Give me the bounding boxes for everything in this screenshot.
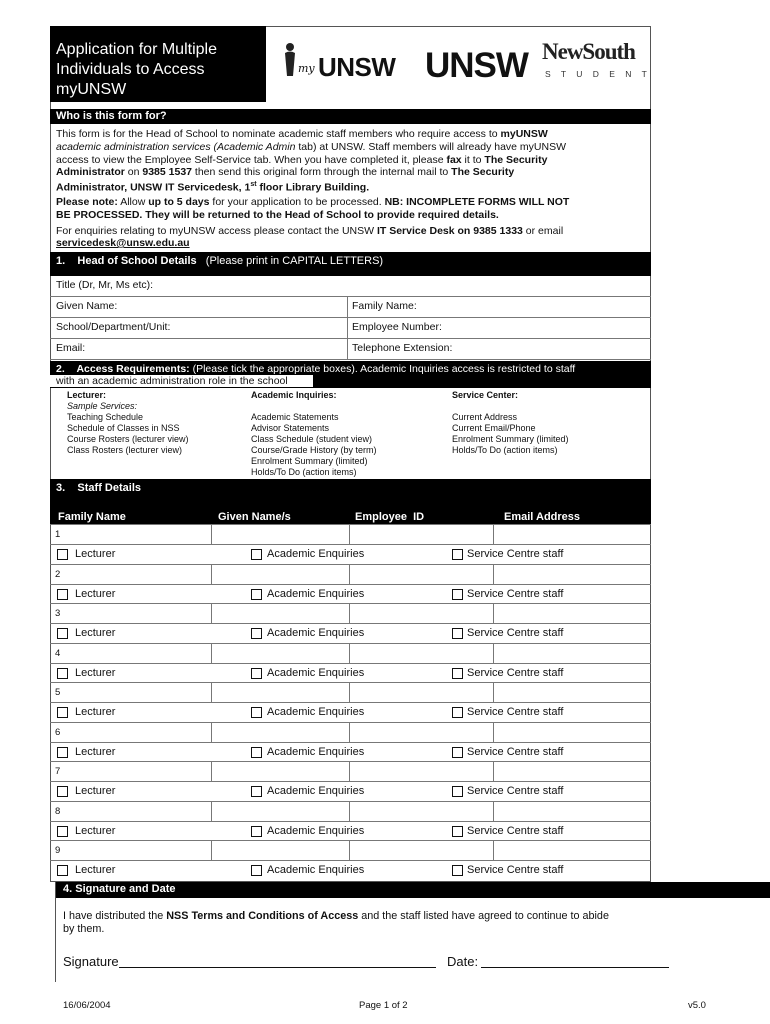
divider bbox=[55, 882, 56, 982]
divider bbox=[349, 801, 350, 821]
school-label: School/Department/Unit: bbox=[56, 321, 171, 333]
lecturer-checkbox-label: Lecturer bbox=[75, 548, 116, 560]
divider bbox=[211, 603, 212, 623]
sample-services-label: Sample Services: bbox=[67, 401, 138, 411]
academic-enquiries-checkbox[interactable] bbox=[251, 668, 262, 679]
staff-given-names-input[interactable] bbox=[213, 841, 347, 859]
staff-row-number: 8 bbox=[55, 806, 61, 817]
divider bbox=[349, 761, 350, 781]
divider bbox=[50, 584, 651, 585]
service-center-item: Enrolment Summary (limited) bbox=[452, 434, 569, 444]
lecturer-checkbox-label: Lecturer bbox=[75, 706, 116, 718]
logo-unsw-small-text: UNSW bbox=[318, 52, 396, 82]
service-centre-checkbox-label: Service Centre staff bbox=[467, 548, 564, 560]
who-paragraph-line-1: This form is for the Head of School to nominate academic staff members who require access to myUNSW bbox=[56, 128, 548, 140]
lecturer-checkbox-label: Lecturer bbox=[75, 667, 116, 679]
staff-email-input[interactable] bbox=[495, 802, 649, 820]
divider bbox=[211, 564, 212, 584]
academic-services-title: Academic Inquiries: bbox=[251, 390, 337, 400]
academic-service-item: Advisor Statements bbox=[251, 423, 330, 433]
column-employee-id: Employee ID bbox=[355, 511, 425, 523]
service-centre-checkbox[interactable] bbox=[452, 747, 463, 758]
divider bbox=[493, 564, 494, 584]
footer-date: 16/06/2004 bbox=[63, 1000, 111, 1011]
service-center-services bbox=[452, 390, 569, 456]
who-paragraph-line-5: Administrator, UNSW IT Servicedesk, 1st floor Library Building. bbox=[56, 181, 370, 194]
telephone-label: Telephone Extension: bbox=[352, 342, 453, 354]
staff-row-number: 4 bbox=[55, 648, 61, 659]
column-email-address: Email Address bbox=[504, 511, 581, 523]
staff-email-input[interactable] bbox=[495, 683, 649, 701]
academic-service-item: Holds/To Do (action items) bbox=[251, 467, 357, 477]
divider bbox=[211, 840, 212, 860]
lecturer-checkbox[interactable] bbox=[57, 628, 68, 639]
academic-enquiries-checkbox-label: Academic Enquiries bbox=[267, 706, 365, 718]
divider bbox=[493, 682, 494, 702]
divider bbox=[493, 840, 494, 860]
divider bbox=[50, 296, 651, 297]
service-centre-checkbox-label: Service Centre staff bbox=[467, 785, 564, 797]
staff-given-names-input[interactable] bbox=[213, 565, 347, 583]
lecturer-service-item: Course Rosters (lecturer view) bbox=[67, 434, 189, 444]
divider bbox=[50, 781, 651, 782]
signature-label: Signature bbox=[63, 954, 119, 969]
terms-text-line-2: by them. bbox=[63, 923, 105, 935]
service-centre-checkbox-label: Service Centre staff bbox=[467, 825, 564, 837]
divider bbox=[211, 801, 212, 821]
staff-family-name-input[interactable] bbox=[63, 525, 209, 543]
staff-given-names-input[interactable] bbox=[213, 525, 347, 543]
academic-enquiries-checkbox-label: Academic Enquiries bbox=[267, 667, 365, 679]
lecturer-checkbox[interactable] bbox=[57, 826, 68, 837]
lecturer-checkbox-label: Lecturer bbox=[75, 825, 116, 837]
divider bbox=[211, 643, 212, 663]
staff-employee-id-input[interactable] bbox=[351, 565, 491, 583]
academic-service-item: Class Schedule (student view) bbox=[251, 434, 373, 444]
academic-enquiries-checkbox[interactable] bbox=[251, 747, 262, 758]
divider bbox=[50, 860, 651, 861]
section-1-heading: 1. Head of School Details (Please print in CAPITAL LETTERS) bbox=[50, 252, 651, 276]
academic-service-item: Enrolment Summary (limited) bbox=[251, 456, 368, 466]
divider bbox=[349, 722, 350, 742]
staff-email-input[interactable] bbox=[495, 723, 649, 741]
divider bbox=[349, 682, 350, 702]
divider bbox=[50, 623, 651, 624]
staff-email-input[interactable] bbox=[495, 841, 649, 859]
staff-employee-id-input[interactable] bbox=[351, 644, 491, 662]
family-name-input[interactable] bbox=[426, 298, 648, 316]
title-line-1: Application for Multiple bbox=[56, 41, 217, 58]
footer-page-number: Page 1 of 2 bbox=[359, 1000, 408, 1011]
employee-number-label: Employee Number: bbox=[352, 321, 442, 333]
staff-row-number: 7 bbox=[55, 766, 61, 777]
service-centre-checkbox-label: Service Centre staff bbox=[467, 588, 564, 600]
service-center-item: Current Address bbox=[452, 412, 518, 422]
section-2-heading: 2. Access Requirements: (Please tick the appropriate boxes). Academic Inquiries access is restricted to staff with an academic administration role in the school bbox=[50, 361, 651, 388]
lecturer-service-item: Class Rosters (lecturer view) bbox=[67, 445, 183, 455]
staff-family-name-input[interactable] bbox=[63, 604, 209, 622]
lecturer-checkbox-label: Lecturer bbox=[75, 627, 116, 639]
who-paragraph-line-3: access to view the Employee Self-Service tab. When you have completed it, please fax it to The Security bbox=[56, 154, 548, 166]
family-name-label: Family Name: bbox=[352, 300, 417, 312]
column-given-names: Given Name/s bbox=[218, 511, 291, 523]
academic-service-item: Course/Grade History (by term) bbox=[251, 445, 377, 455]
staff-email-input[interactable] bbox=[495, 525, 649, 543]
lecturer-services-title: Lecturer: bbox=[67, 390, 107, 400]
academic-enquiries-checkbox[interactable] bbox=[251, 786, 262, 797]
lecturer-checkbox-label: Lecturer bbox=[75, 864, 116, 876]
who-paragraph-line-2: academic administration services (Academic Admin tab) at UNSW. Staff members will already have myUNSW bbox=[56, 141, 567, 153]
divider bbox=[349, 840, 350, 860]
divider bbox=[50, 359, 651, 360]
logo-my-text: my bbox=[298, 62, 315, 75]
service-centre-checkbox[interactable] bbox=[452, 865, 463, 876]
lecturer-checkbox[interactable] bbox=[57, 589, 68, 600]
person-silhouette-icon bbox=[282, 42, 298, 78]
divider bbox=[50, 702, 651, 703]
lecturer-services bbox=[67, 390, 189, 456]
staff-family-name-input[interactable] bbox=[63, 723, 209, 741]
unsw-logo: UNSW bbox=[425, 46, 528, 85]
service-centre-checkbox[interactable] bbox=[452, 549, 463, 560]
service-centre-checkbox[interactable] bbox=[452, 707, 463, 718]
divider bbox=[211, 524, 212, 544]
divider bbox=[211, 761, 212, 781]
divider bbox=[211, 682, 212, 702]
servicedesk-email-link[interactable]: servicedesk@unsw.edu.au bbox=[56, 237, 190, 249]
given-name-input[interactable] bbox=[125, 298, 345, 316]
divider bbox=[493, 801, 494, 821]
date-field[interactable] bbox=[481, 953, 669, 968]
lecturer-checkbox[interactable] bbox=[57, 747, 68, 758]
email-label: Email: bbox=[56, 342, 86, 354]
staff-employee-id-input[interactable] bbox=[351, 762, 491, 780]
academic-enquiries-checkbox[interactable] bbox=[251, 865, 262, 876]
staff-email-input[interactable] bbox=[495, 565, 649, 583]
academic-enquiries-checkbox-label: Academic Enquiries bbox=[267, 746, 365, 758]
please-note-line-1: Please note: Allow up to 5 days for your application to be processed. NB: INCOMPLETE FORMS WILL NOT bbox=[56, 196, 570, 208]
staff-family-name-input[interactable] bbox=[63, 802, 209, 820]
staff-family-name-input[interactable] bbox=[63, 683, 209, 701]
staff-email-input[interactable] bbox=[495, 762, 649, 780]
title-line-3: myUNSW bbox=[56, 81, 127, 98]
service-centre-checkbox[interactable] bbox=[452, 826, 463, 837]
terms-text-line-1: I have distributed the NSS Terms and Conditions of Access and the staff listed have agreed to continue to abide bbox=[63, 910, 609, 922]
telephone-input[interactable] bbox=[470, 340, 648, 358]
divider bbox=[349, 524, 350, 544]
lecturer-checkbox-label: Lecturer bbox=[75, 785, 116, 797]
staff-given-names-input[interactable] bbox=[213, 723, 347, 741]
divider bbox=[50, 821, 651, 822]
staff-employee-id-input[interactable] bbox=[351, 723, 491, 741]
staff-given-names-input[interactable] bbox=[213, 683, 347, 701]
logo-student-text: S T U D E N T bbox=[545, 69, 651, 79]
staff-given-names-input[interactable] bbox=[213, 762, 347, 780]
lecturer-checkbox-label: Lecturer bbox=[75, 588, 116, 600]
divider bbox=[493, 643, 494, 663]
date-label: Date: bbox=[447, 954, 479, 969]
academic-service-item: Academic Statements bbox=[251, 412, 339, 422]
divider bbox=[211, 722, 212, 742]
lecturer-checkbox[interactable] bbox=[57, 549, 68, 560]
logo-newsouth-text: NewSouth bbox=[542, 39, 635, 64]
who-paragraph-line-4: Administrator on 9385 1537 then send this original form through the internal mail to The Security bbox=[56, 166, 515, 178]
staff-family-name-input[interactable] bbox=[63, 565, 209, 583]
lecturer-checkbox[interactable] bbox=[57, 707, 68, 718]
divider bbox=[50, 742, 651, 743]
staff-row-number: 9 bbox=[55, 845, 61, 856]
divider bbox=[493, 524, 494, 544]
lecturer-checkbox-label: Lecturer bbox=[75, 746, 116, 758]
staff-row-number: 3 bbox=[55, 608, 61, 619]
staff-family-name-input[interactable] bbox=[63, 841, 209, 859]
staff-row-number: 1 bbox=[55, 529, 61, 540]
divider bbox=[493, 603, 494, 623]
divider bbox=[50, 317, 651, 318]
form-title bbox=[50, 26, 266, 102]
section-4-heading: 4. Signature and Date bbox=[55, 882, 770, 898]
service-centre-checkbox-label: Service Centre staff bbox=[467, 667, 564, 679]
divider bbox=[50, 663, 651, 664]
signature-field[interactable] bbox=[119, 953, 436, 968]
service-centre-checkbox[interactable] bbox=[452, 589, 463, 600]
staff-email-input[interactable] bbox=[495, 644, 649, 662]
enquiries-line-1: For enquiries relating to myUNSW access please contact the UNSW IT Service Desk on 9385 1333 or email bbox=[56, 225, 564, 237]
service-center-item: Current Email/Phone bbox=[452, 423, 536, 433]
academic-enquiries-checkbox-label: Academic Enquiries bbox=[267, 785, 365, 797]
service-centre-checkbox-label: Service Centre staff bbox=[467, 706, 564, 718]
service-centre-checkbox-label: Service Centre staff bbox=[467, 627, 564, 639]
staff-given-names-input[interactable] bbox=[213, 644, 347, 662]
academic-enquiries-checkbox[interactable] bbox=[251, 826, 262, 837]
please-note-line-2: BE PROCESSED. They will be returned to the Head of School to provide required details. bbox=[56, 209, 499, 221]
section-who-heading: Who is this form for? bbox=[50, 109, 651, 124]
divider bbox=[493, 761, 494, 781]
service-centre-checkbox[interactable] bbox=[452, 786, 463, 797]
footer-version: v5.0 bbox=[688, 1000, 706, 1011]
lecturer-service-item: Schedule of Classes in NSS bbox=[67, 423, 180, 433]
school-input[interactable] bbox=[185, 319, 345, 337]
column-family-name: Family Name bbox=[58, 511, 126, 523]
title-line-2: Individuals to Access bbox=[56, 61, 205, 78]
staff-family-name-input[interactable] bbox=[63, 644, 209, 662]
academic-enquiries-checkbox-label: Academic Enquiries bbox=[267, 864, 365, 876]
academic-enquiries-checkbox[interactable] bbox=[251, 707, 262, 718]
title-input[interactable] bbox=[160, 278, 648, 295]
academic-enquiries-checkbox-label: Academic Enquiries bbox=[267, 825, 365, 837]
staff-employee-id-input[interactable] bbox=[351, 604, 491, 622]
service-center-item: Holds/To Do (action items) bbox=[452, 445, 558, 455]
lecturer-service-item: Teaching Schedule bbox=[67, 412, 144, 422]
academic-enquiries-checkbox-label: Academic Enquiries bbox=[267, 548, 365, 560]
academic-enquiries-checkbox-label: Academic Enquiries bbox=[267, 627, 365, 639]
academic-enquiries-checkbox[interactable] bbox=[251, 589, 262, 600]
staff-given-names-input[interactable] bbox=[213, 802, 347, 820]
service-centre-checkbox[interactable] bbox=[452, 628, 463, 639]
academic-enquiries-checkbox-label: Academic Enquiries bbox=[267, 588, 365, 600]
staff-employee-id-input[interactable] bbox=[351, 683, 491, 701]
employee-number-input[interactable] bbox=[456, 319, 648, 337]
staff-row-number: 2 bbox=[55, 569, 61, 580]
staff-employee-id-input[interactable] bbox=[351, 841, 491, 859]
lecturer-checkbox[interactable] bbox=[57, 865, 68, 876]
divider bbox=[349, 603, 350, 623]
academic-services bbox=[251, 390, 377, 478]
academic-enquiries-checkbox[interactable] bbox=[251, 628, 262, 639]
service-centre-checkbox[interactable] bbox=[452, 668, 463, 679]
staff-row-number: 5 bbox=[55, 687, 61, 698]
divider bbox=[50, 338, 651, 339]
given-name-label: Given Name: bbox=[56, 300, 118, 312]
staff-employee-id-input[interactable] bbox=[351, 802, 491, 820]
divider bbox=[347, 296, 348, 359]
divider bbox=[50, 544, 651, 545]
staff-given-names-input[interactable] bbox=[213, 604, 347, 622]
divider bbox=[349, 564, 350, 584]
service-center-title: Service Center: bbox=[452, 390, 519, 400]
service-centre-checkbox-label: Service Centre staff bbox=[467, 864, 564, 876]
divider bbox=[349, 643, 350, 663]
academic-enquiries-checkbox[interactable] bbox=[251, 549, 262, 560]
staff-email-input[interactable] bbox=[495, 604, 649, 622]
section-3-heading: 3. Staff Details bbox=[50, 479, 651, 524]
title-field-label: Title (Dr, Mr, Ms etc): bbox=[56, 279, 154, 291]
email-input[interactable] bbox=[92, 340, 345, 358]
divider bbox=[493, 722, 494, 742]
lecturer-checkbox[interactable] bbox=[57, 786, 68, 797]
staff-row-number: 6 bbox=[55, 727, 61, 738]
staff-employee-id-input[interactable] bbox=[351, 525, 491, 543]
staff-family-name-input[interactable] bbox=[63, 762, 209, 780]
service-centre-checkbox-label: Service Centre staff bbox=[467, 746, 564, 758]
lecturer-checkbox[interactable] bbox=[57, 668, 68, 679]
